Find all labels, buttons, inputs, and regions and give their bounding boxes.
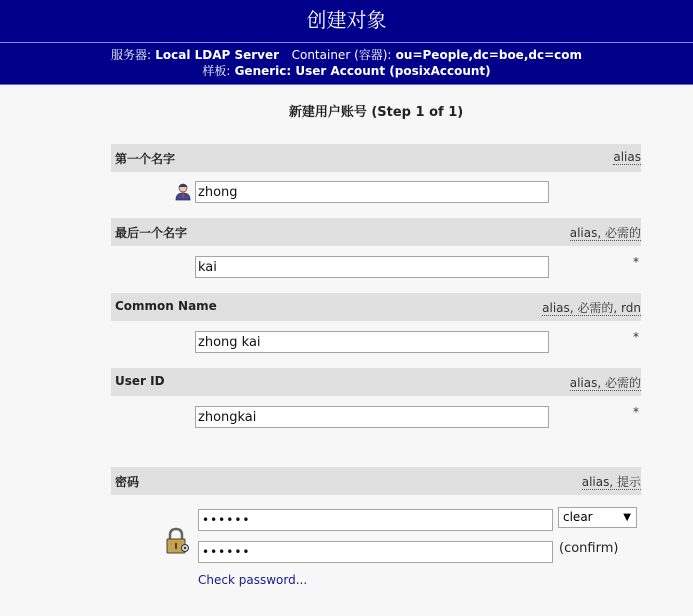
required-marker: * [633, 255, 639, 269]
password-confirm-input[interactable]: •••••• [198, 541, 553, 563]
attr-row-password [111, 467, 641, 495]
page-header [0, 0, 693, 85]
user-id-input[interactable] [195, 406, 549, 428]
user-icon [175, 183, 191, 201]
server-container-info [0, 47, 693, 63]
first-name-input[interactable] [195, 181, 549, 203]
attr-name: User ID [115, 374, 165, 388]
attr-row-first-name [111, 144, 641, 172]
container-label: Container (容器): [291, 48, 392, 62]
confirm-label: (confirm) [559, 541, 619, 556]
attr-row-common-name [111, 293, 641, 321]
attr-flags: alias, 必需的 [569, 376, 641, 390]
attr-flags: alias [613, 150, 641, 164]
container-value: ou=People,dc=boe,dc=com [395, 48, 582, 62]
lock-key-icon [165, 527, 191, 555]
check-password-link[interactable]: Check password... [198, 573, 308, 587]
password-hash-select[interactable] [558, 507, 637, 528]
attr-row-user-id [111, 368, 641, 396]
attr-row-last-name [111, 218, 641, 246]
attr-name: 最后一个名字 [115, 226, 188, 240]
server-label: 服务器: [110, 48, 152, 62]
template-info [0, 63, 693, 79]
attr-flags: alias, 必需的 [569, 226, 641, 240]
header-divider [0, 42, 693, 43]
required-marker: * [633, 405, 639, 419]
template-label: 样板: [202, 64, 231, 78]
common-name-input[interactable] [195, 331, 549, 353]
password-hash-value: clear [563, 510, 593, 524]
server-value: Local LDAP Server [155, 48, 280, 62]
password-input[interactable]: •••••• [198, 509, 553, 531]
template-value: Generic: User Account (posixAccount) [234, 64, 491, 78]
attr-name: Common Name [115, 299, 217, 313]
attr-flags: alias, 提示 [581, 475, 641, 489]
page-title: 创建对象 [306, 8, 387, 32]
required-marker: * [633, 330, 639, 344]
attr-name: 密码 [115, 475, 140, 489]
last-name-input[interactable] [195, 256, 549, 278]
chevron-down-icon: ▼ [623, 512, 631, 523]
step-title: 新建用户账号 (Step 1 of 1) [288, 105, 464, 120]
attr-name: 第一个名字 [115, 152, 176, 166]
attr-flags: alias, 必需的, rdn [542, 301, 641, 315]
